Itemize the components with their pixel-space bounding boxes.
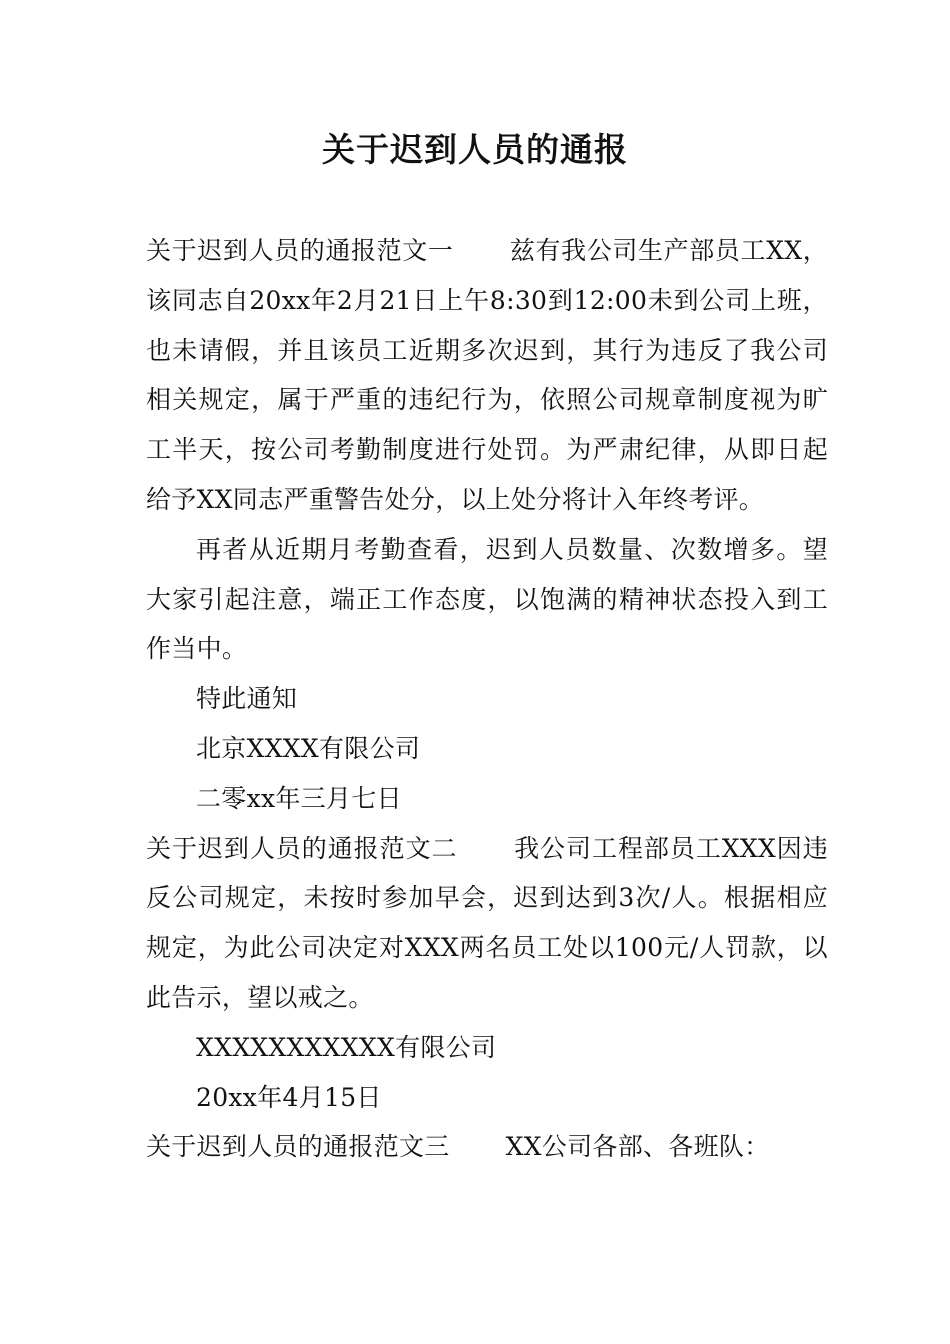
sample1-company: 北京XXXX有限公司 bbox=[196, 733, 421, 763]
sample1-body: 兹有我公司生产部员工XX，该同志自20xx年2月21日上午8:30到12:00未到公司上班，也未请假，并且该员工近期多次迟到，其行为违反了我公司相关规定，属于严重的违纪行为，依照公司规章制度视为旷工半天，按公司考勤制度进行处罚。为严肃纪律，从即日起给予XX同志严重警告处分，以上处分将计入年终考评。 bbox=[146, 236, 828, 514]
document-body bbox=[146, 226, 828, 1172]
sample1-date: 二零xx年三月七日 bbox=[196, 783, 402, 813]
sample3-heading: 关于迟到人员的通报范文三 bbox=[146, 1132, 450, 1162]
sample2-paragraph bbox=[146, 824, 828, 1023]
sample2-company: XXXXXXXXXXX有限公司 bbox=[196, 1032, 497, 1062]
sample3-paragraph bbox=[146, 1122, 828, 1172]
sample1-notice: 特此通知 bbox=[196, 684, 298, 714]
sample1-heading: 关于迟到人员的通报范文一 bbox=[146, 236, 454, 265]
sample2-heading: 关于迟到人员的通报范文二 bbox=[146, 833, 458, 863]
sample1-paragraph bbox=[146, 226, 828, 525]
sample2-body: 我公司工程部员工XXX因违反公司规定，未按时参加早会，迟到达到3次/人。根据相应规定，为此公司决定对XXX两名员工处以100元/人罚款，以此告示，望以戒之。 bbox=[146, 833, 828, 1012]
sample1-para2: 再者从近期月考勤查看，迟到人员数量、次数增多。望大家引起注意，端正工作态度，以饱满的精神状态投入到工作当中。 bbox=[146, 534, 828, 664]
document-title: 关于迟到人员的通报 bbox=[322, 130, 628, 169]
sample3-body: XX公司各部、各班队： bbox=[505, 1132, 770, 1162]
sample2-date: 20xx年4月15日 bbox=[196, 1082, 382, 1112]
